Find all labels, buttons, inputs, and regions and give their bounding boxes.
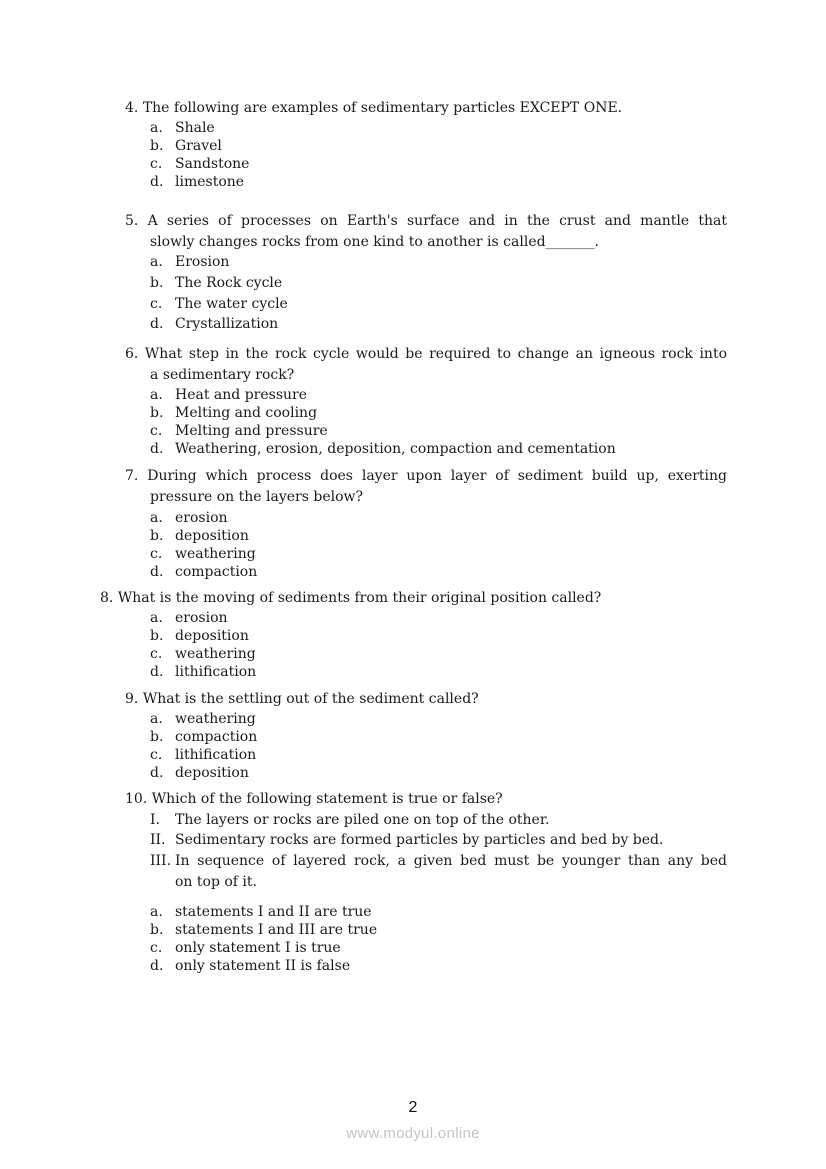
statement-numeral: I. bbox=[150, 812, 160, 828]
option-letter: b. bbox=[150, 528, 164, 544]
question-number: 10. bbox=[125, 791, 148, 807]
option-letter: b. bbox=[150, 922, 164, 938]
option-letter: d. bbox=[150, 958, 164, 974]
question-number: 7. bbox=[125, 468, 139, 484]
option-letter: a. bbox=[150, 711, 163, 727]
option-letter: a. bbox=[150, 610, 163, 626]
question-number: 9. bbox=[125, 691, 139, 707]
option-text: Sandstone bbox=[175, 156, 250, 172]
option-text: limestone bbox=[175, 174, 245, 190]
option-text: Erosion bbox=[175, 254, 230, 270]
option-text: erosion bbox=[175, 510, 228, 526]
option-text: weathering bbox=[175, 711, 256, 727]
statement-numeral: III. bbox=[150, 853, 172, 869]
option-text: deposition bbox=[175, 628, 249, 644]
question-text: What is the settling out of the sediment called? bbox=[142, 691, 479, 707]
option-text: weathering bbox=[175, 646, 256, 662]
option-text: only statement I is true bbox=[175, 940, 341, 956]
question-text: Which of the following statement is true or false? bbox=[151, 791, 503, 807]
question-stem-line: slowly changes rocks from one kind to another is called_______. bbox=[150, 234, 600, 250]
question-text: What step in the rock cycle would be required to change an igneous rock into bbox=[144, 346, 727, 362]
question-stem-line bbox=[125, 344, 727, 364]
option-text: deposition bbox=[175, 765, 249, 781]
question-text: What is the moving of sediments from their original position called? bbox=[117, 590, 602, 606]
option-letter: c. bbox=[150, 940, 163, 956]
question-number: 5. bbox=[125, 213, 139, 229]
option-letter: d. bbox=[150, 564, 164, 580]
option-letter: b. bbox=[150, 138, 164, 154]
option-letter: c. bbox=[150, 546, 163, 562]
option-text: Shale bbox=[175, 120, 215, 136]
option-text: deposition bbox=[175, 528, 249, 544]
option-text: Weathering, erosion, deposition, compaction and cementation bbox=[175, 441, 616, 457]
option-letter: a. bbox=[150, 510, 163, 526]
option-letter: d. bbox=[150, 664, 164, 680]
statement-text: Sedimentary rocks are formed particles by particles and bed by bed. bbox=[175, 832, 664, 848]
question-stem-line: pressure on the layers below? bbox=[150, 489, 364, 505]
option-letter: c. bbox=[150, 296, 163, 312]
option-letter: d. bbox=[150, 441, 164, 457]
question-text: The following are examples of sedimentary particles EXCEPT ONE. bbox=[142, 100, 623, 116]
option-text: weathering bbox=[175, 546, 256, 562]
statement-text: The layers or rocks are piled one on top of the other. bbox=[175, 812, 550, 828]
question-stem-line bbox=[125, 789, 503, 809]
question-text: A series of processes on Earth's surface and in the crust and mantle that bbox=[147, 213, 727, 229]
statement-text: on top of it. bbox=[175, 874, 257, 890]
option-text: Crystallization bbox=[175, 316, 279, 332]
option-letter: b. bbox=[150, 628, 164, 644]
question-text: During which process does layer upon layer of sediment build up, exerting bbox=[147, 468, 727, 484]
option-text: Melting and pressure bbox=[175, 423, 328, 439]
option-letter: a. bbox=[150, 120, 163, 136]
option-text: compaction bbox=[175, 564, 258, 580]
option-letter: b. bbox=[150, 405, 164, 421]
option-letter: c. bbox=[150, 646, 163, 662]
option-text: The water cycle bbox=[175, 296, 288, 312]
question-stem-line: a sedimentary rock? bbox=[150, 367, 295, 383]
option-letter: a. bbox=[150, 254, 163, 270]
watermark: www.modyul.online bbox=[346, 1125, 480, 1142]
option-letter: a. bbox=[150, 904, 163, 920]
option-letter: b. bbox=[150, 275, 164, 291]
option-letter: c. bbox=[150, 747, 163, 763]
option-letter: d. bbox=[150, 316, 164, 332]
option-letter: a. bbox=[150, 387, 163, 403]
option-letter: d. bbox=[150, 765, 164, 781]
statement-numeral: II. bbox=[150, 832, 166, 848]
option-text: statements I and II are true bbox=[175, 904, 372, 920]
page-number: 2 bbox=[408, 1099, 418, 1116]
option-text: Gravel bbox=[175, 138, 222, 154]
question-stem-line bbox=[125, 211, 727, 231]
question-number: 8. bbox=[100, 590, 114, 606]
option-text: compaction bbox=[175, 729, 258, 745]
option-letter: c. bbox=[150, 156, 163, 172]
option-letter: c. bbox=[150, 423, 163, 439]
question-number: 6. bbox=[125, 346, 139, 362]
option-text: Melting and cooling bbox=[175, 405, 318, 421]
option-letter: d. bbox=[150, 174, 164, 190]
option-text: only statement II is false bbox=[175, 958, 351, 974]
option-text: The Rock cycle bbox=[175, 275, 283, 291]
option-text: lithification bbox=[175, 664, 257, 680]
option-text: statements I and III are true bbox=[175, 922, 378, 938]
question-stem-line bbox=[100, 588, 601, 608]
question-number: 4. bbox=[125, 100, 139, 116]
option-text: erosion bbox=[175, 610, 228, 626]
option-text: Heat and pressure bbox=[175, 387, 307, 403]
question-stem-line bbox=[125, 466, 727, 486]
statement-text: In sequence of layered rock, a given bed must be younger than any bed bbox=[175, 853, 727, 869]
question-stem-line bbox=[125, 689, 479, 709]
option-text: lithification bbox=[175, 747, 257, 763]
question-stem-line bbox=[125, 98, 622, 118]
option-letter: b. bbox=[150, 729, 164, 745]
